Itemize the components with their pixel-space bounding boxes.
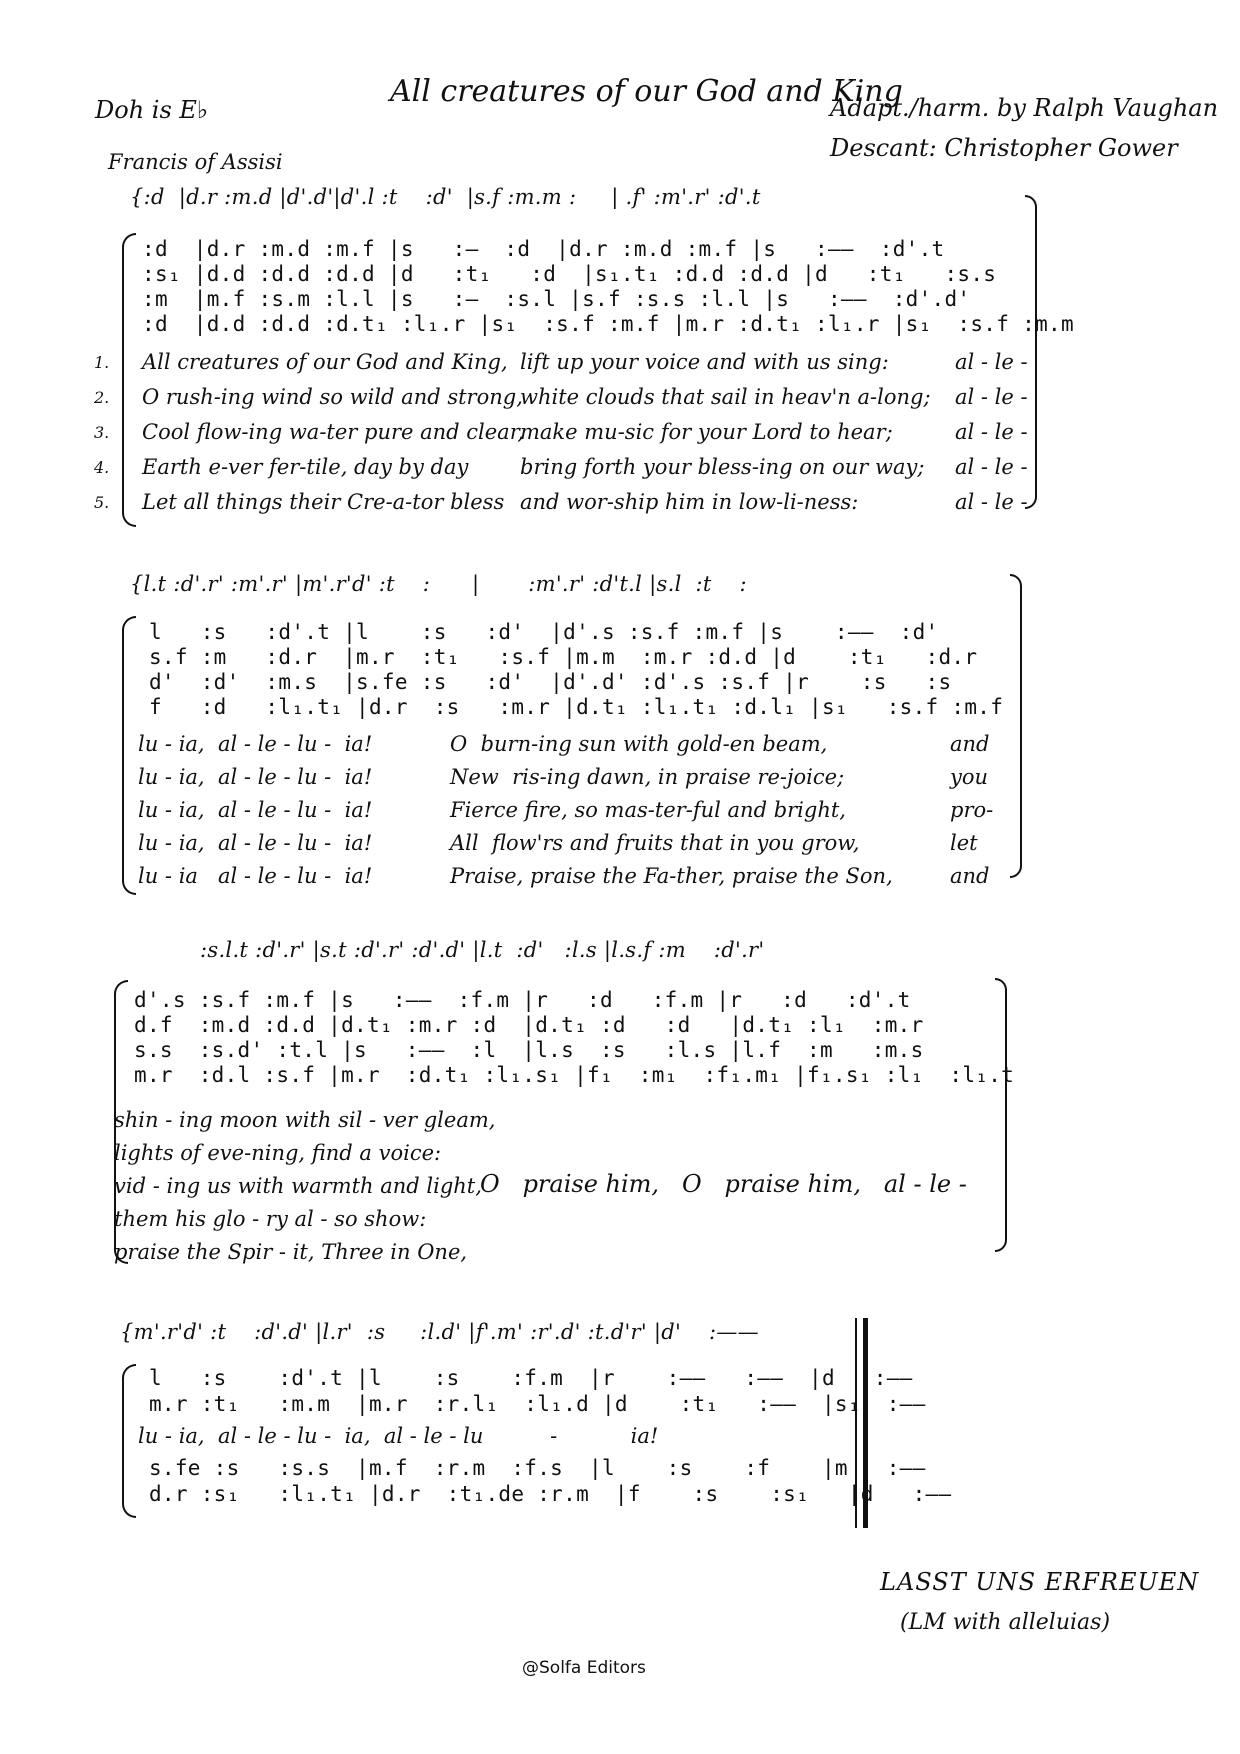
system-2: [120, 572, 1040, 892]
lyric-line: All creatures of our God and King,: [142, 350, 508, 374]
descant-line: {l.t :d'.r' :m'.r' |m'.r'd' :t : | :m'.r' :d't.l |s.l :t :: [130, 572, 747, 596]
system-brace: [122, 1364, 136, 1518]
final-barline: [855, 1318, 868, 1528]
soprano-line: d'.s :s.f :m.f |s :—— :f.m |r :d :f.m |r :d :d'.t: [134, 988, 911, 1012]
system-3: [114, 938, 1040, 1278]
lyric-line: white clouds that sail in heav'n a-long;: [520, 385, 931, 409]
system-brace: [122, 233, 136, 527]
soprano-line: l :s :d'.t |l :s :f.m |r :—— :—— |d :——: [136, 1366, 913, 1390]
tenor-line: s.fe :s :s.s |m.f :r.m :f.s |l :s :f |m :——: [136, 1456, 926, 1480]
lyric-line: Praise, praise the Fa-ther, praise the Son,: [450, 864, 893, 888]
lyric-line: let: [950, 831, 978, 855]
lyric-line: make mu-sic for your Lord to hear;: [520, 420, 893, 444]
verse-number: 2.: [94, 388, 110, 407]
lyric-line: al - le -: [955, 350, 1028, 374]
lyric-line: lu - ia, al - le - lu - ia, al - le - lu - ia!: [138, 1424, 659, 1448]
system-brace-right: [1010, 574, 1022, 878]
hymn-author: Francis of Assisi: [108, 150, 283, 174]
soprano-line: l :s :d'.t |l :s :d' |d'.s :s.f :m.f |s :—— :d': [136, 620, 939, 644]
lyric-line: you: [950, 765, 989, 789]
lyric-line: vid - ing us with warmth and light,: [114, 1174, 482, 1198]
tenor-line: d' :d' :m.s |s.fe :s :d' |d'.d' :d'.s :s.f |r :s :s: [136, 670, 952, 694]
alto-line: s.f :m :d.r |m.r :t₁ :s.f |m.m :m.r :d.d |d :t₁ :d.r: [136, 645, 978, 669]
lyric-line: Earth e-ver fer-tile, day by day: [142, 455, 469, 479]
tenor-line: :m |m.f :s.m :l.l |s :— :s.l |s.f :s.s :l.l |s :—— :d'.d': [142, 287, 971, 311]
lyric-line: and: [950, 732, 990, 756]
key-signature: Doh is E♭: [95, 96, 209, 124]
lyric-line: O burn-ing sun with gold-en beam,: [450, 732, 828, 756]
verse-number: 3.: [94, 423, 110, 442]
system-brace-right: [995, 978, 1007, 1252]
tune-name: LASST UNS ERFREUEN: [880, 1568, 1200, 1596]
lyric-line: lu - ia, al - le - lu - ia!: [138, 798, 373, 822]
meter: (LM with alleluias): [900, 1610, 1111, 1635]
lyric-line: and wor-ship him in low-li-ness:: [520, 490, 859, 514]
lyric-line: New ris-ing dawn, in praise re-joice;: [450, 765, 845, 789]
lyric-line: praise the Spir - it, Three in One,: [114, 1240, 468, 1264]
bass-line: d.r :s₁ :l₁.t₁ |d.r :t₁.de :r.m |f :s :s₁ |d :——: [136, 1482, 952, 1506]
lyric-line: Fierce fire, so mas-ter-ful and bright,: [450, 798, 846, 822]
descant-line: :s.l.t :d'.r' |s.t :d'.r' :d'.d' |l.t :d' :l.s |l.s.f :m :d'.r': [200, 938, 765, 962]
lyric-line: al - le -: [955, 490, 1028, 514]
verse-number: 1.: [94, 353, 110, 372]
descant-line: {:d |d.r :m.d |d'.d'|d'.l :t :d' |s.f :m.m : | .f' :m'.r' :d'.t: [130, 185, 761, 209]
hymn-title: All creatures of our God and King: [390, 74, 903, 109]
lyric-line: lights of eve-ning, find a voice:: [114, 1141, 442, 1165]
bass-line: f :d :l₁.t₁ |d.r :s :m.r |d.t₁ :l₁.t₁ :d.l₁ |s₁ :s.f :m.f: [136, 695, 1004, 719]
lyric-line: bring forth your bless-ing on our way;: [520, 455, 925, 479]
system-1: [94, 185, 1074, 525]
lyric-line: them his glo - ry al - so show:: [114, 1207, 427, 1231]
soprano-line: :d |d.r :m.d :m.f |s :— :d |d.r :m.d :m.f |s :—— :d'.t: [142, 237, 945, 261]
publisher-footer: @Solfa Editors: [522, 1658, 646, 1678]
lyric-line: Cool flow-ing wa-ter pure and clear,: [142, 420, 525, 444]
lyric-line: lu - ia al - le - lu - ia!: [138, 864, 373, 888]
lyric-line: lu - ia, al - le - lu - ia!: [138, 831, 373, 855]
lyric-line: al - le -: [955, 455, 1028, 479]
lyric-line: pro-: [950, 798, 994, 822]
system-brace-right: [1025, 195, 1037, 509]
verse-number: 4.: [94, 458, 110, 477]
lyric-line: al - le -: [955, 420, 1028, 444]
tenor-line: s.s :s.d' :t.l |s :—— :l |l.s :s :l.s |l.f :m :m.s: [134, 1038, 924, 1062]
alto-line: m.r :t₁ :m.m |m.r :r.l₁ :l₁.d |d :t₁ :—— |s₁ :——: [136, 1392, 926, 1416]
lyric-line: O rush-ing wind so wild and strong,: [142, 385, 523, 409]
bass-line: :d |d.d :d.d :d.t₁ :l₁.r |s₁ :s.f :m.f |m.r :d.t₁ :l₁.r |s₁ :s.f :m.m: [142, 312, 1074, 336]
system-4: [120, 1320, 1040, 1530]
alto-line: d.f :m.d :d.d |d.t₁ :m.r :d |d.t₁ :d :d |d.t₁ :l₁ :m.r: [134, 1013, 924, 1037]
descant-credit: Descant: Christopher Gower: [830, 134, 1178, 162]
lyric-line: lu - ia, al - le - lu - ia!: [138, 765, 373, 789]
refrain-line: O praise him, O praise him, al - le -: [480, 1170, 967, 1198]
bass-line: m.r :d.l :s.f |m.r :d.t₁ :l₁.s₁ |f₁ :m₁ :f₁.m₁ |f₁.s₁ :l₁ :l₁.t: [134, 1063, 1015, 1087]
lyric-line: shin - ing moon with sil - ver gleam,: [114, 1108, 496, 1132]
alto-line: :s₁ |d.d :d.d :d.d |d :t₁ :d |s₁.t₁ :d.d :d.d |d :t₁ :s.s: [142, 262, 997, 286]
lyric-line: Let all things their Cre-a-tor bless: [142, 490, 505, 514]
lyric-line: and: [950, 864, 990, 888]
verse-number: 5.: [94, 493, 110, 512]
lyric-line: al - le -: [955, 385, 1028, 409]
system-brace: [122, 616, 136, 895]
lyric-line: All flow'rs and fruits that in you grow,: [450, 831, 860, 855]
arranger-credit: Adapt./harm. by Ralph Vaughan: [830, 94, 1219, 122]
descant-line: {m'.r'd' :t :d'.d' |l.r' :s :l.d' |f'.m' :r'.d' :t.d'r' |d' :——: [120, 1320, 759, 1344]
lyric-line: lu - ia, al - le - lu - ia!: [138, 732, 373, 756]
lyric-line: lift up your voice and with us sing:: [520, 350, 889, 374]
